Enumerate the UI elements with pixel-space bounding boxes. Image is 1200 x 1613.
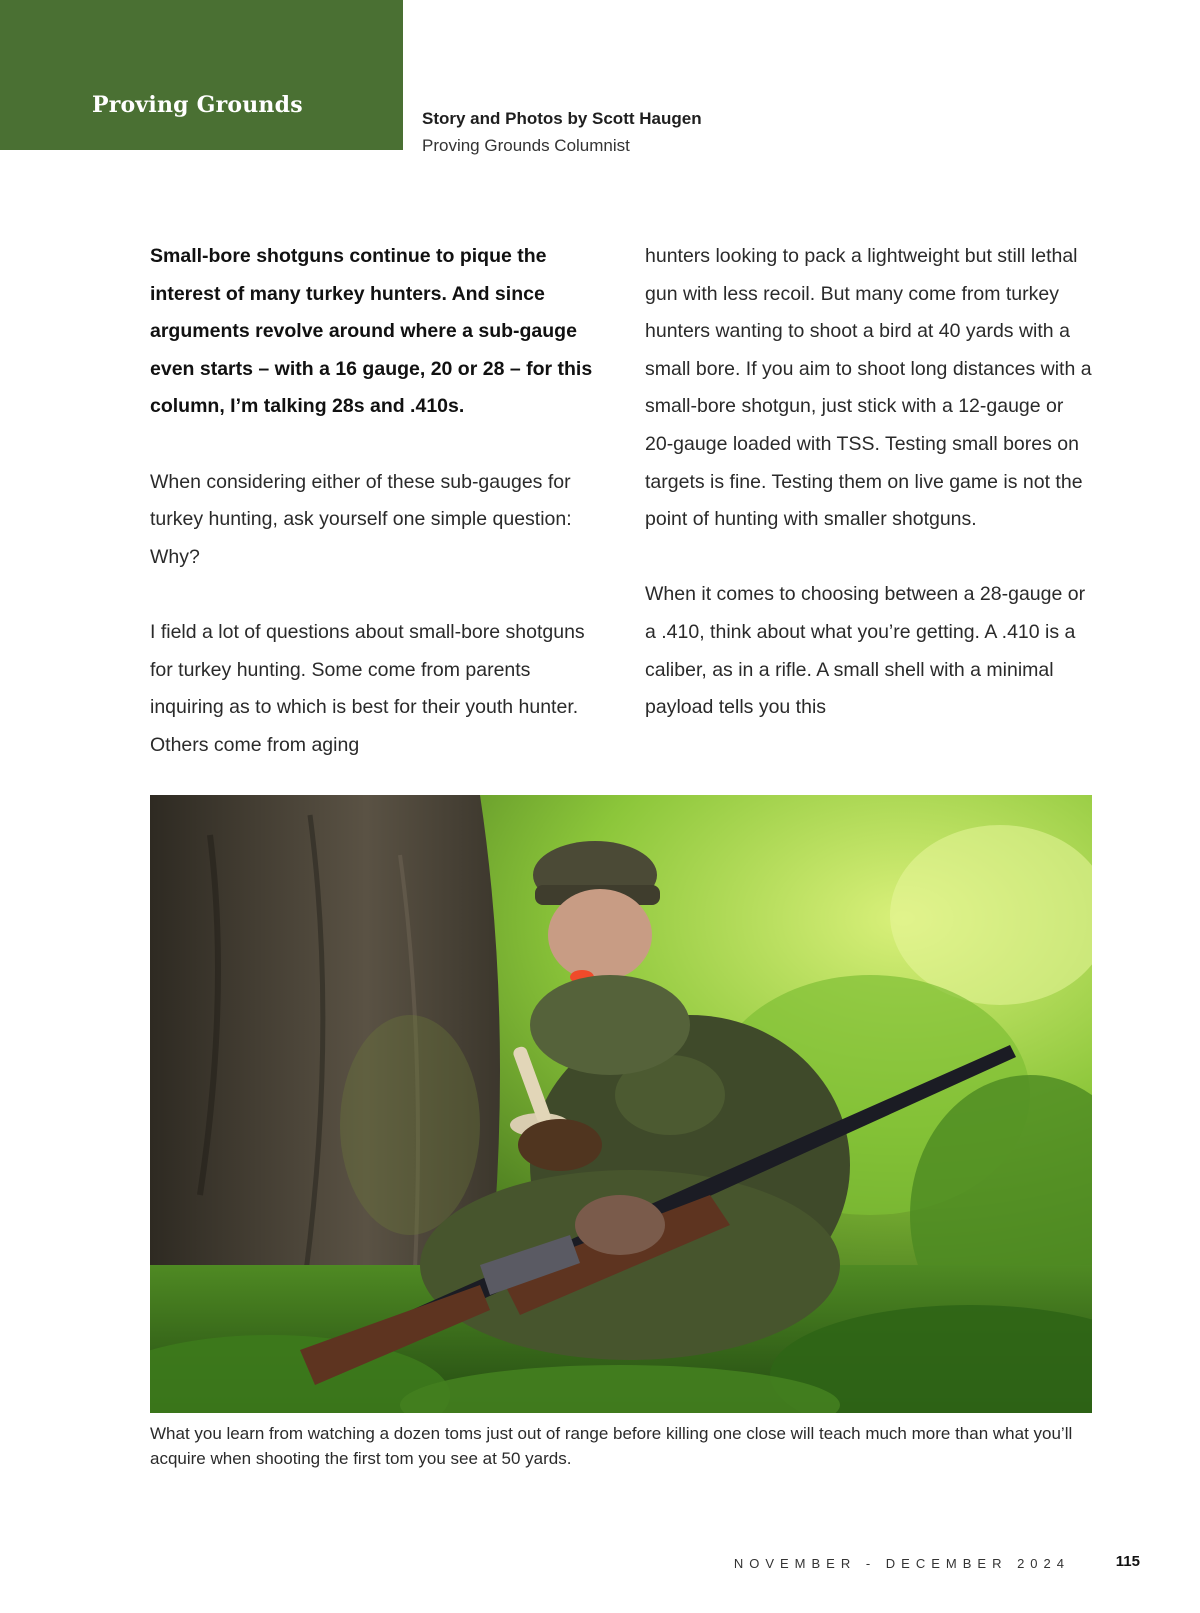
page-number: 115 <box>1115 1553 1140 1570</box>
body-paragraph: I field a lot of questions about small-bore shotguns for turkey hunting. Some come from parents inquiring as to which is best for their youth hunter. Others come from aging <box>150 620 585 756</box>
body-paragraph: When it comes to choosing between a 28-gauge or a .410, think about what you’re getting. A .410 is a caliber, as in a rifle. A small shell with a minimal payload tells you this <box>645 583 1086 719</box>
author-role: Proving Grounds Columnist <box>422 136 630 155</box>
article-column-left <box>150 238 605 764</box>
byline <box>422 105 702 159</box>
lead-paragraph: Small-bore shotguns continue to pique the interest of many turkey hunters. And since arguments revolve around where a sub-gauge even starts – with a 16 gauge, 20 or 28 – for this column, I’m talking 28s and .410s. <box>150 245 593 418</box>
article-column-right <box>645 238 1095 727</box>
issue-date: NOVEMBER - DECEMBER 2024 <box>733 1556 1070 1571</box>
hunter-photo <box>150 795 1092 1413</box>
hunter-illustration <box>150 795 1092 1413</box>
section-title: Proving Grounds <box>92 92 303 118</box>
section-tab <box>0 0 403 150</box>
author-credit: Story and Photos by Scott Haugen <box>422 109 702 128</box>
body-paragraph: hunters looking to pack a lightweight but still lethal gun with less recoil. But many come from turkey hunters wanting to shoot a bird at 40 yards with a small bore. If you aim to shoot long distances with a small-bore shotgun, just stick with a 12-gauge or 20-gauge loaded with TSS. Testing small bores on targets is fine. Testing them on live game is not the point of hunting with smaller shotguns. <box>645 245 1092 531</box>
body-paragraph: When considering either of these sub-gauges for turkey hunting, ask yourself one simple question: Why? <box>150 470 572 568</box>
photo-caption: What you learn from watching a dozen toms just out of range before killing one close will teach much more than what you’ll acquire when shooting the first tom you see at 50 yards. <box>150 1424 1073 1468</box>
